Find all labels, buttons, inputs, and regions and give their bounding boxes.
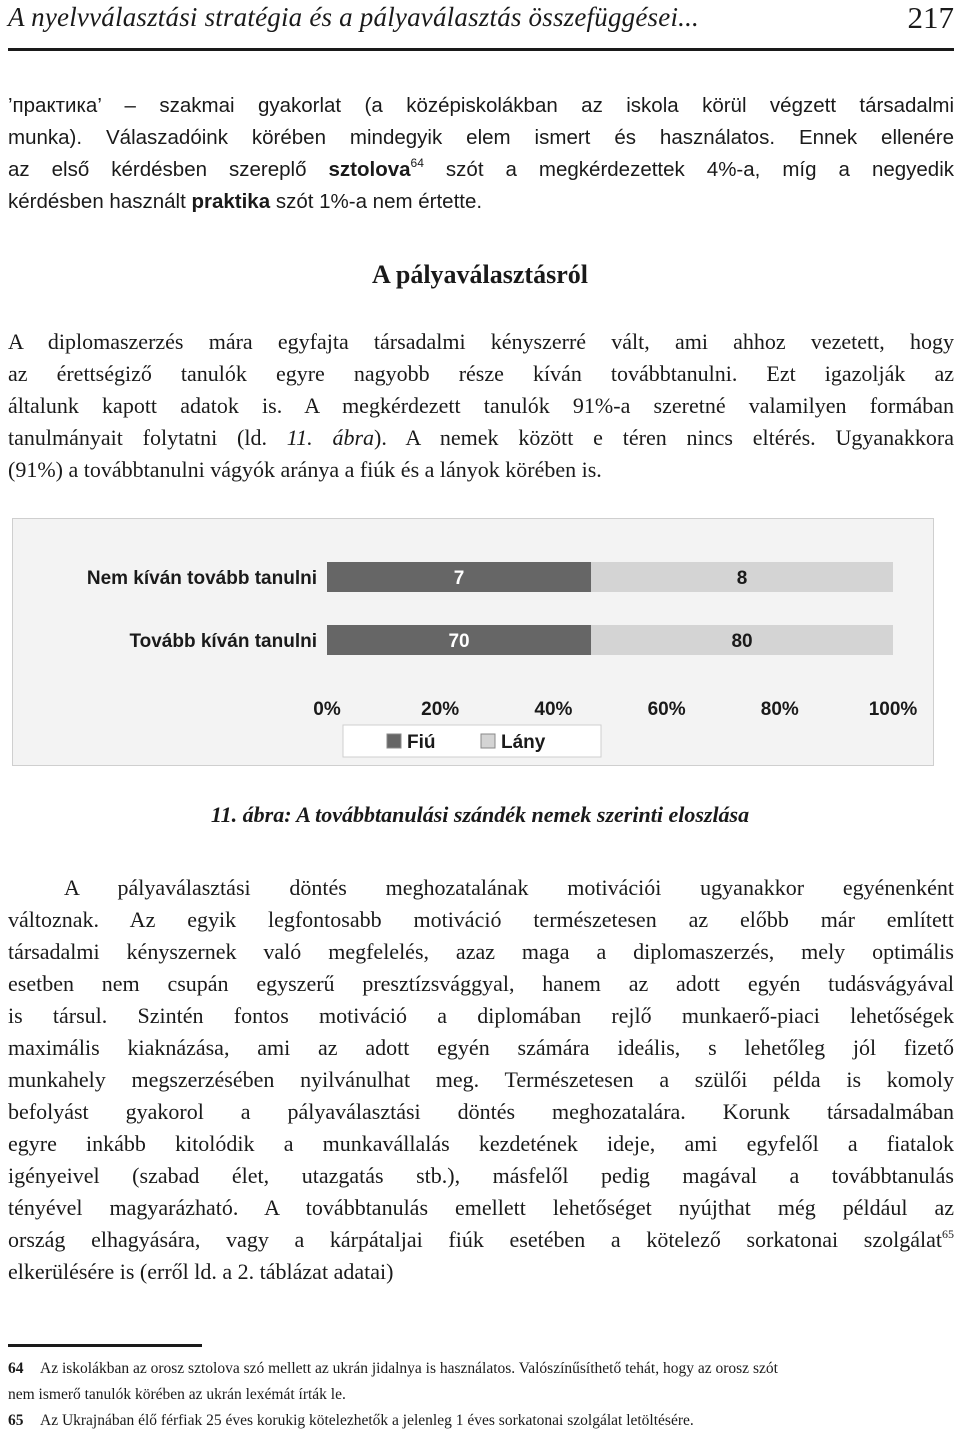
- figure-reference[interactable]: 11. ábra: [286, 425, 375, 450]
- text-line: egyre inkább kitolódik a munkavállalás kezdetének ideje, ami egyfelől a fiatalok: [8, 1131, 954, 1156]
- footnote-ref-64[interactable]: 64: [410, 156, 424, 170]
- term-sztolova: sztolova: [328, 158, 411, 181]
- text-line: munka). Válaszadóink körében mindegyik elem ismert és használatos. Ennek ellenére: [8, 126, 954, 149]
- footnote-number: 64: [8, 1360, 24, 1377]
- x-tick-label: 80%: [760, 699, 799, 720]
- footnote-text: Az iskolákban az orosz sztolova szó mellett az ukrán jidalnya is használatos. Valószínűsíthető tehát, hogy az orosz szót: [40, 1360, 778, 1377]
- text-line: munkahely megszerzésében nyilvánulhat meg. Természetesen a szülői példa is komoly: [8, 1067, 954, 1092]
- running-title: A nyelvválasztási stratégia és a pályaválasztás összefüggései...: [8, 2, 699, 32]
- text-line: társadalmi kényszernek való megfelelés, azaz maga a diplomaszerzés, mely optimális: [8, 939, 954, 964]
- text-line: maximális kiaknázása, ami az adott egyén számára ideális, s lehetőleg jól fizető: [8, 1035, 954, 1060]
- section-heading: A pályaválasztásról: [372, 260, 588, 289]
- text-line: (91%) a továbbtanulni vágyók aránya a fiúk és a lányok körében is.: [8, 457, 602, 482]
- category-label: Nem kíván tovább tanulni: [86, 568, 317, 589]
- x-tick-label: 60%: [647, 699, 686, 720]
- x-tick-label: 0%: [313, 699, 341, 720]
- figure-caption: 11. ábra: A továbbtanulási szándék nemek szerinti eloszlása: [210, 802, 750, 827]
- page-number: 217: [907, 0, 954, 35]
- text-line: A diplomaszerzés mára egyfajta társadalmi kényszerré vált, ami ahhoz vezetett, hogy: [8, 329, 954, 354]
- footnote-64: [8, 1356, 954, 1382]
- footnote-64-continued: [8, 1382, 954, 1408]
- footnote-separator: [8, 1344, 202, 1347]
- text-line: kérdésben használt praktika szót 1%-a nem értette.: [8, 190, 483, 213]
- x-tick-label: 40%: [534, 699, 573, 720]
- intro-paragraph: [8, 90, 954, 218]
- text-line: befolyást gyakorol a pályaválasztási döntés meghozatalára. Korunk társadalmában: [8, 1099, 954, 1124]
- text-line: az érettségiző tanulók egyre nagyobb része kíván továbbtanulni. Ezt igazolják az: [8, 361, 954, 386]
- footnote-ref-65[interactable]: 65: [942, 1227, 954, 1241]
- legend-swatch: [387, 734, 401, 748]
- legend-label: Lány: [501, 732, 546, 753]
- term-praktika: praktika: [191, 190, 271, 213]
- text-line: az első kérdésben szereplő sztolova$^{64}$ szót a megkérdezettek 4%-a, míg a negyedik: [8, 156, 954, 181]
- footnote-text: nem ismerő tanulók körében az ukrán lexémát írták le.: [8, 1386, 346, 1403]
- figure-11-chart: [12, 518, 934, 766]
- paragraph-motivations: [8, 872, 954, 1288]
- text-line: is társul. Szintén fontos motiváció a diplomában rejlő munkaerő-piaci lehetőségek: [8, 1003, 954, 1028]
- text-line: elkerülésére is (erről ld. a 2. táblázat adatai): [8, 1259, 394, 1284]
- x-tick-label: 100%: [868, 699, 918, 720]
- data-label: 7: [453, 568, 465, 589]
- data-label: 80: [731, 631, 753, 652]
- paragraph-career-choice: [8, 326, 954, 486]
- legend-swatch: [481, 734, 495, 748]
- running-header: [8, 0, 954, 51]
- text-line: A pályaválasztási döntés meghozatalának motivációi ugyanakkor egyénenként: [64, 875, 954, 900]
- text-line: általunk kapott adatok is. A megkérdezett tanulók 91%-a szeretné valamilyen formában: [8, 393, 954, 418]
- data-label: 8: [736, 568, 748, 589]
- stacked-bar-chart: [13, 519, 933, 765]
- text-line: esetben nem csupán egyszerű presztízsvággyal, hanem az adott egyén tudásvágyával: [8, 971, 954, 996]
- category-label: Tovább kíván tanulni: [129, 631, 317, 652]
- text-line: tanulmányait folytatni (ld. 11. ábra). A nemek között e téren nincs eltérés. Ugyanakkora: [8, 425, 954, 450]
- footnote-text: Az Ukrajnában élő férfiak 25 éves korukig kötelezhetők a jelenleg 1 éves sorkatonai szolgálat letöltésére.: [40, 1412, 694, 1429]
- text-line: ország elhagyására, vagy a kárpátaljai fiúk esetében a kötelező sorkatonai szolgálat$^{65}$: [8, 1227, 954, 1252]
- legend-label: Fiú: [407, 732, 436, 753]
- footnote-number: 65: [8, 1412, 24, 1429]
- data-label: 70: [448, 631, 470, 652]
- text-line: változnak. Az egyik legfontosabb motiváció természetesen az előbb már említett: [8, 907, 954, 932]
- text-line: igényeivel (szabad élet, utazgatás stb.), másfelől pedig magával a továbbtanulás: [8, 1163, 954, 1188]
- text-line: ’практика’ – szakmai gyakorlat (a középiskolákban az iskola körül végzett társadalmi: [8, 94, 954, 117]
- text-line: tényével magyarázható. A továbbtanulás emellett lehetőséget nyújthat még például az: [8, 1195, 954, 1220]
- footnote-65: [8, 1408, 954, 1434]
- legend-box: [343, 725, 601, 757]
- x-tick-label: 20%: [421, 699, 460, 720]
